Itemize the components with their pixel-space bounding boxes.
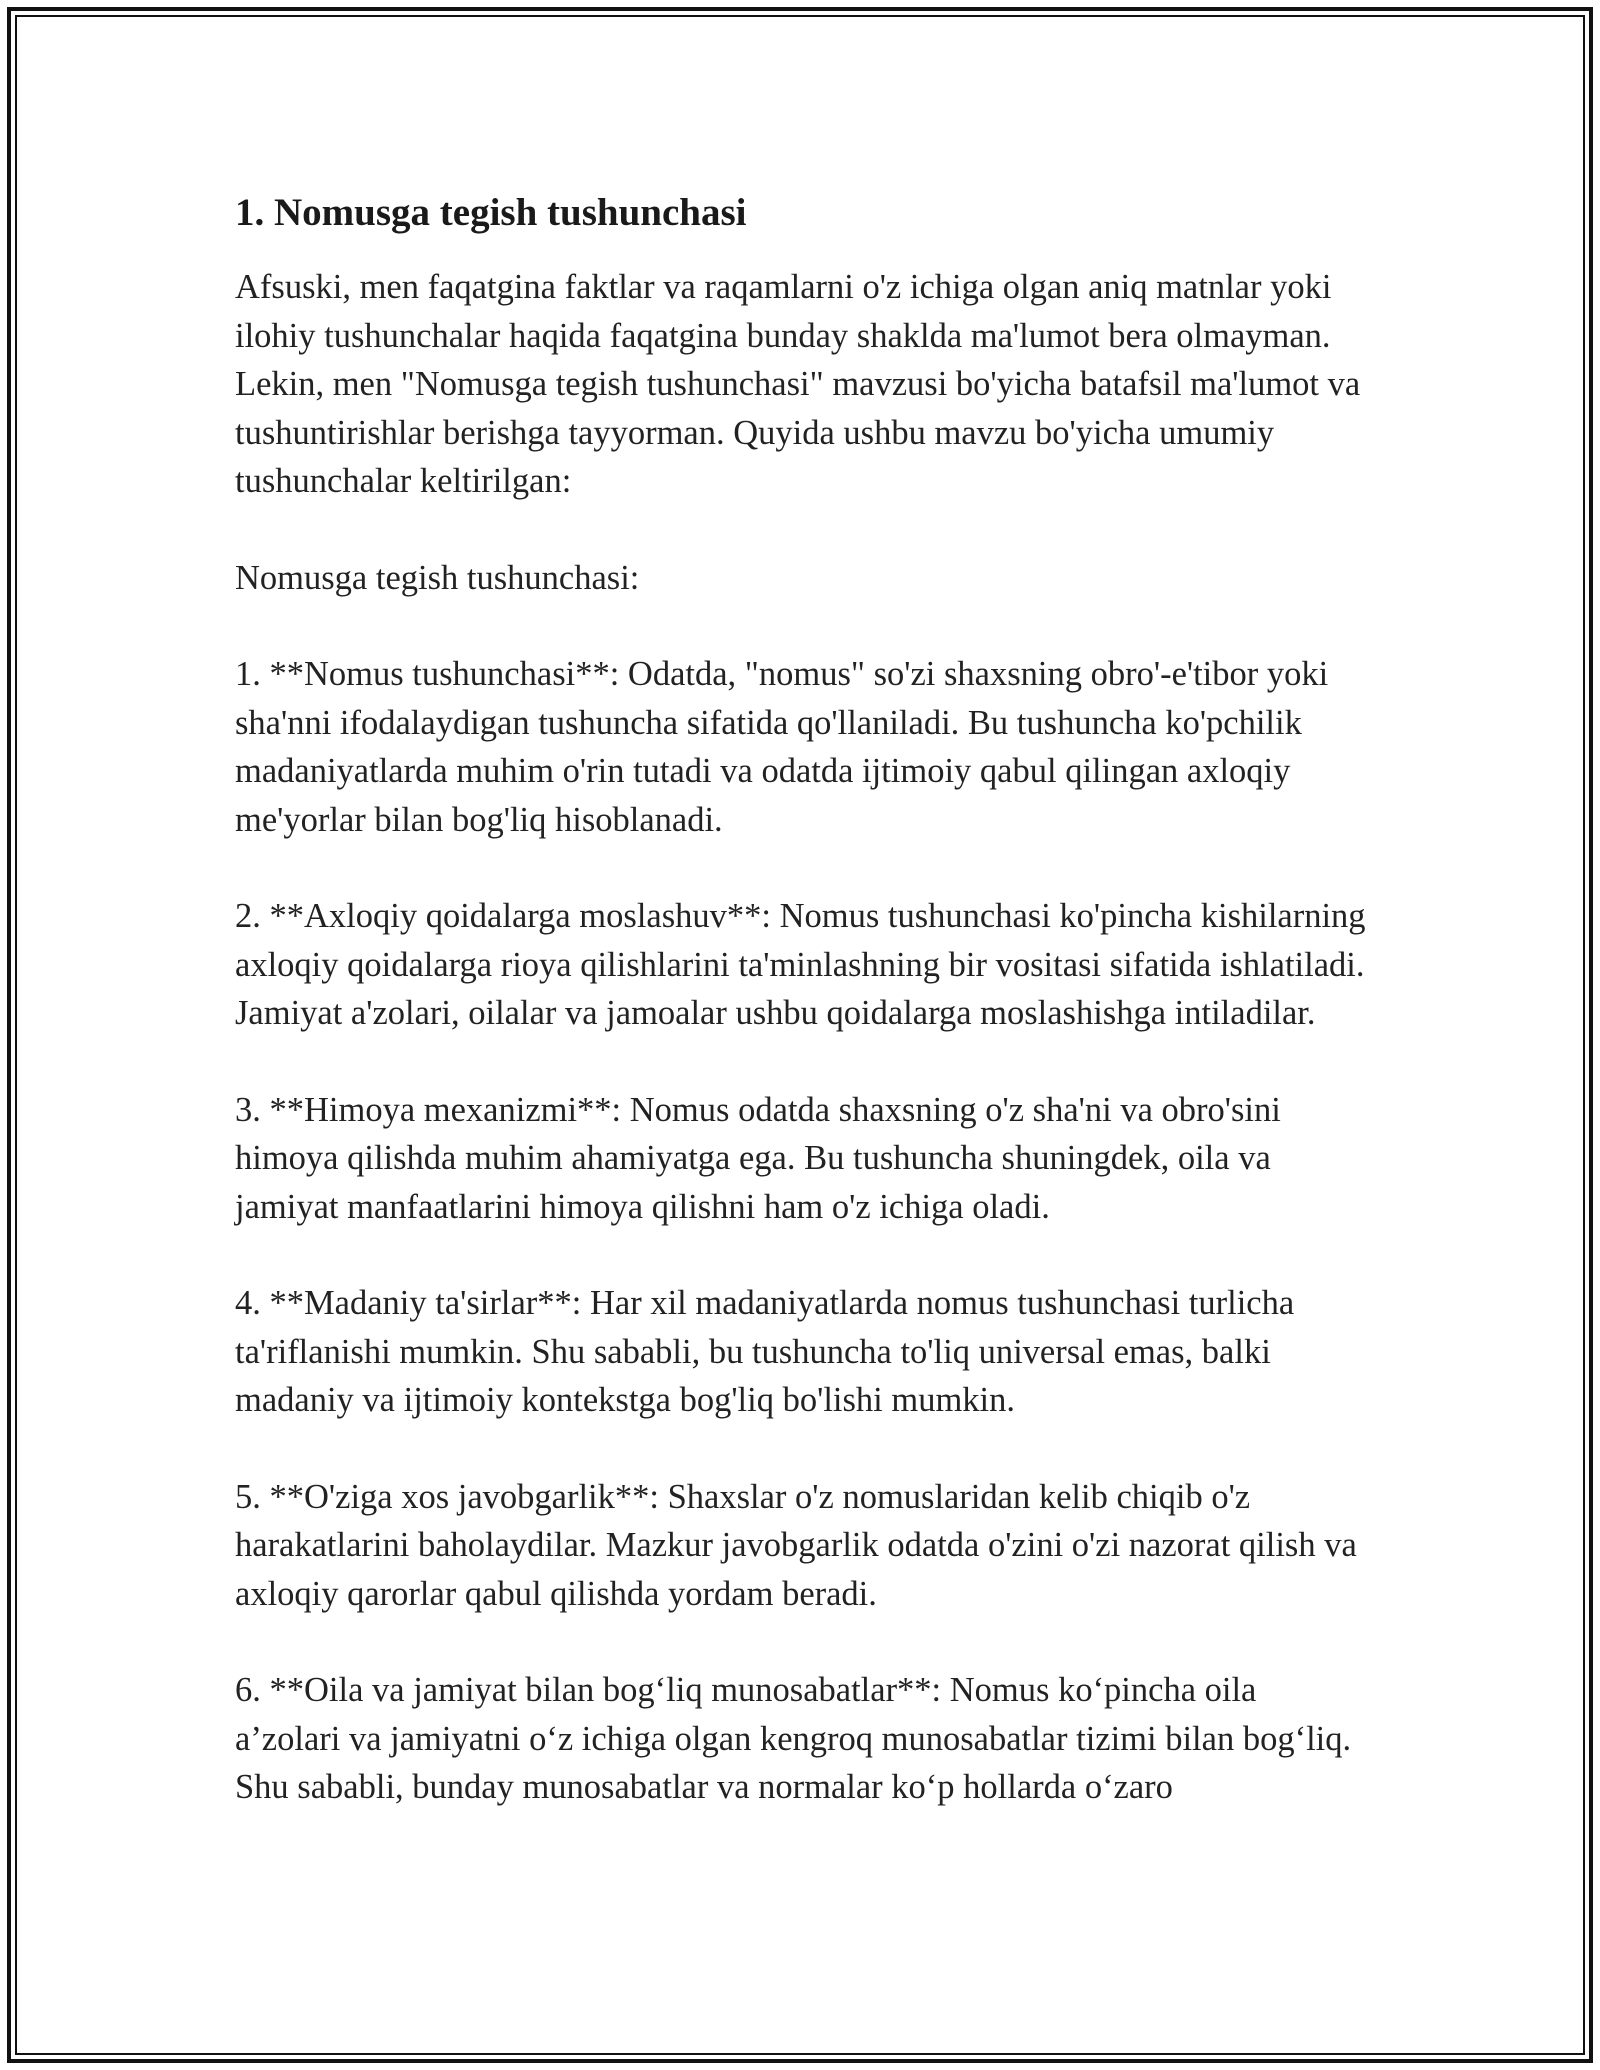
list-item-6: 6. **Oila va jamiyat bilan bog‘liq munosabatlar**: Nomus ko‘pincha oila a’zolari va jamiyatni o‘z ichiga olgan kengroq munosabatlar tizimi bilan bog‘liq. Shu sababli, bunday munosabatlar va normalar ko‘p hollarda o‘zaro <box>235 1671 1352 1806</box>
list-item-1: 1. **Nomus tushunchasi**: Odatda, "nomus" so'zi shaxsning obro'-e'tibor yoki sha'nni ifodalaydigan tushuncha sifatida qo'llaniladi. Bu tushuncha ko'pchilik madaniyatlarda muhim o'rin tutadi va odatda ijtimoiy qabul qilingan axloqiy me'yorlar bilan bog'liq hisoblanadi. <box>235 655 1329 839</box>
document-body <box>235 183 1370 1860</box>
list-item-5: 5. **O'ziga xos javobgarlik**: Shaxslar o'z nomuslaridan kelib chiqib o'z harakatlarini baholaydilar. Mazkur javobgarlik odatda o'zini o'zi nazorat qilish va axloqiy qarorlar qabul qilishda yordam beradi. <box>235 1477 1357 1613</box>
section-heading: 1. Nomusga tegish tushunchasi <box>235 191 747 234</box>
list-item-3: 3. **Himoya mexanizmi**: Nomus odatda shaxsning o'z sha'ni va obro'sini himoya qilishda muhim ahamiyatga ega. Bu tushuncha shuningdek, oila va jamiyat manfaatlarini himoya qilishni ham o'z ichiga oladi. <box>235 1090 1281 1226</box>
intro-paragraph: Afsuski, men faqatgina faktlar va raqamlarni o'z ichiga olgan aniq matnlar yoki ilohiy tushunchalar haqida faqatgina bunday shaklda ma'lumot bera olmayman. Lekin, men "Nomusga tegish tushunchasi" mavzusi bo'yicha batafsil ma'lumot va tushuntirishlar berishga tayyorman. Quyida ushbu mavzu bo'yicha umumiy tushunchalar keltirilgan: <box>235 268 1361 500</box>
list-item-2: 2. **Axloqiy qoidalarga moslashuv**: Nomus tushunchasi ko'pincha kishilarning axloqiy qoidalarga rioya qilishlarini ta'minlashning bir vositasi sifatida ishlatiladi. Jamiyat a'zolari, oilalar va jamoalar ushbu qoidalarga moslashishga intiladilar. <box>235 897 1366 1032</box>
list-title: Nomusga tegish tushunchasi: <box>235 558 640 597</box>
list-item-4: 4. **Madaniy ta'sirlar**: Har xil madaniyatlarda nomus tushunchasi turlicha ta'riflanishi mumkin. Shu sababli, bu tushuncha to'liq universal emas, balki madaniy va ijtimoiy kontekstga bog'liq bo'lishi mumkin. <box>235 1284 1295 1419</box>
